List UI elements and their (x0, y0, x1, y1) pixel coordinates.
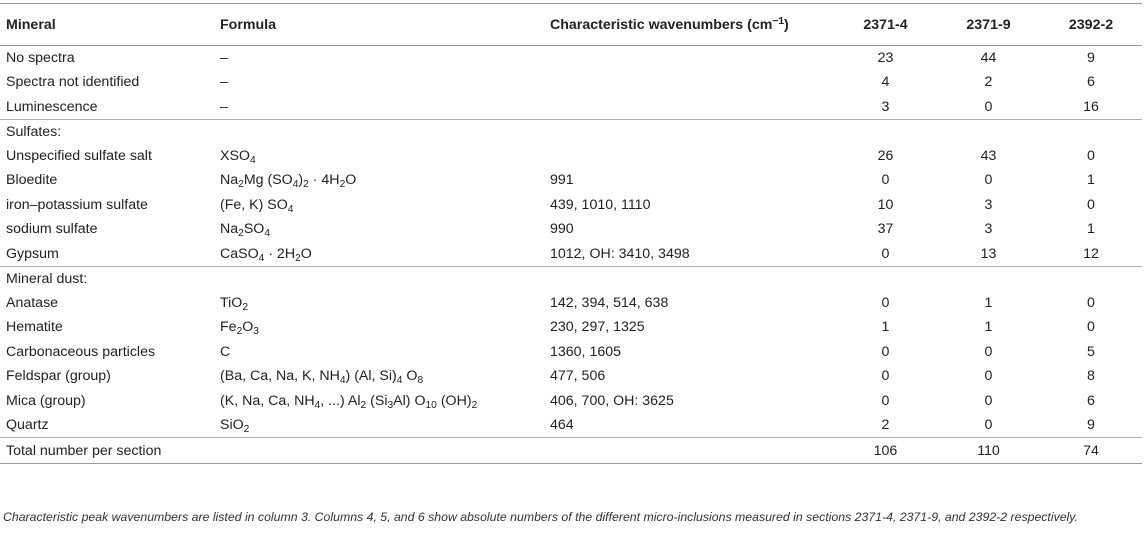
formula-subscript: 4 (249, 154, 256, 166)
table-row (0, 46, 1142, 71)
formula-text: SiO (220, 417, 244, 433)
count-2371-9: 0 (984, 172, 993, 189)
wavenumbers-cell (544, 70, 834, 95)
wavenumbers-cell: 477, 506 (550, 368, 606, 385)
mineral-cell: Anatase (6, 294, 59, 311)
mineral-cell: Quartz (6, 417, 49, 433)
mineral-cell: iron–potassium sulfate (6, 196, 148, 213)
table-row (0, 168, 1142, 193)
formula-text: XSO (220, 147, 250, 164)
formula-text: Na (220, 172, 239, 189)
formula-subscript: 4 (292, 179, 299, 191)
table-row (0, 217, 1142, 242)
header-formula: Formula (214, 4, 544, 46)
count-2392-2: 12 (1083, 245, 1099, 262)
formula-text: (OH) (436, 392, 472, 409)
formula-subscript: 10 (425, 399, 437, 411)
formula-text: Mg (SO (243, 172, 293, 189)
count-2371-4: 0 (881, 294, 890, 311)
table-row (0, 242, 1142, 267)
table-body (0, 46, 1142, 464)
formula-text: O (242, 319, 254, 336)
formula-subscript: 2 (238, 228, 244, 240)
count-2371-4: 0 (881, 343, 890, 360)
header-wavenumbers-close: ) (784, 16, 789, 33)
mineral-cell: Luminescence (6, 98, 98, 115)
wavenumbers-cell: 439, 1010, 1110 (550, 196, 651, 213)
count-2371-4: 10 (877, 196, 894, 213)
total-label: Total number per section (0, 438, 834, 464)
formula-text: – (220, 74, 228, 91)
count-2371-4: 23 (877, 50, 894, 66)
formula-cell (214, 193, 544, 218)
count-2371-9: 0 (984, 417, 993, 433)
formula-text: Na (220, 221, 239, 238)
table-row (0, 95, 1142, 120)
mineral-cell: Spectra not identified (6, 74, 140, 91)
header-row (0, 4, 1142, 46)
formula-text: Al) O (393, 392, 426, 409)
total-row (0, 438, 1142, 464)
formula-text: (Ba, Ca, Na, K, NH (220, 368, 340, 385)
table-row (0, 364, 1142, 389)
formula-text: ) (Al, Si) (345, 368, 397, 385)
formula-subscript: 2 (236, 326, 243, 338)
formula-subscript: 4 (314, 399, 321, 411)
formula-cell (214, 389, 544, 414)
formula-subscript: 2 (360, 399, 367, 411)
count-2392-2: 1 (1087, 221, 1095, 238)
formula-cell (214, 168, 544, 193)
formula-text: · 2H (264, 245, 296, 262)
formula-subscript: 3 (253, 326, 259, 338)
count-2371-4: 26 (877, 147, 894, 164)
header-wavenumbers-text: Characteristic wavenumbers (cm (550, 16, 773, 33)
mineral-cell: Unspecified sulfate salt (6, 147, 152, 164)
formula-text: CaSO (220, 245, 259, 262)
mineral-cell: sodium sulfate (6, 221, 98, 238)
wavenumbers-cell (544, 144, 834, 169)
formula-text: ) (298, 172, 304, 189)
count-2392-2: 0 (1087, 294, 1095, 311)
minerals-table (0, 3, 1142, 464)
formula-text: C (220, 343, 231, 360)
wavenumbers-cell (544, 46, 834, 71)
count-2392-2: 0 (1087, 196, 1095, 213)
header-wavenumbers (544, 4, 834, 46)
formula-cell (214, 46, 544, 71)
total-2371-4: 106 (834, 438, 937, 464)
count-2392-2: 9 (1087, 50, 1095, 66)
table-row (0, 70, 1142, 95)
count-2392-2: 6 (1087, 74, 1095, 91)
formula-cell (214, 413, 544, 438)
formula-cell (214, 95, 544, 120)
table-caption: Characteristic peak wavenumbers are listed in column 3. Columns 4, 5, and 6 show absolute numbers of the different micro-inclusions measured in sections 2371-4, 2371-9, and 2392-2 respectively. (3, 510, 1078, 524)
formula-text: TiO (220, 294, 243, 311)
table-row (0, 291, 1142, 316)
formula-cell (214, 340, 544, 365)
formula-text: O (402, 368, 418, 385)
count-2392-2: 8 (1087, 368, 1095, 385)
count-2392-2: 0 (1087, 147, 1095, 164)
formula-cell (214, 217, 544, 242)
count-2371-9: 0 (984, 98, 993, 115)
count-2371-4: 1 (881, 319, 890, 336)
formula-subscript: 2 (295, 252, 301, 264)
section-row (0, 266, 1142, 291)
formula-text: · 4H (308, 172, 340, 189)
mineral-cell: Feldspar (group) (6, 368, 111, 385)
table-row (0, 389, 1142, 414)
section-row (0, 119, 1142, 144)
section-label: Sulfates: (0, 119, 1142, 144)
formula-cell (214, 242, 544, 267)
formula-subscript: 2 (243, 424, 250, 436)
formula-cell (214, 144, 544, 169)
mineral-cell: Bloedite (6, 172, 58, 189)
mineral-cell: Carbonaceous particles (6, 343, 156, 360)
wavenumbers-cell: 990 (550, 221, 574, 238)
formula-subscript: 2 (339, 179, 346, 191)
count-2392-2: 0 (1087, 319, 1095, 336)
count-2371-9: 0 (984, 343, 993, 360)
wavenumbers-cell (544, 95, 834, 120)
count-2392-2: 6 (1087, 392, 1095, 409)
formula-subscript: 4 (258, 252, 265, 264)
formula-text: , ...) Al (320, 392, 361, 409)
wavenumbers-cell: 1360, 1605 (550, 343, 622, 360)
formula-text: – (220, 50, 228, 66)
formula-subscript: 2 (238, 179, 244, 191)
count-2392-2: 1 (1087, 172, 1095, 189)
formula-text: O (345, 172, 357, 189)
count-2371-4: 0 (881, 368, 890, 385)
formula-cell (214, 70, 544, 95)
formula-text: – (220, 98, 228, 115)
formula-text: SO (243, 221, 265, 238)
count-2371-9: 13 (980, 245, 997, 262)
count-2371-9: 1 (984, 294, 993, 311)
table-row (0, 315, 1142, 340)
count-2371-9: 3 (984, 196, 993, 213)
formula-subscript: 2 (242, 301, 249, 313)
formula-cell (214, 291, 544, 316)
count-2371-9: 1 (984, 319, 993, 336)
wavenumbers-cell: 142, 394, 514, 638 (550, 294, 669, 311)
mineral-cell: Mica (group) (6, 392, 86, 409)
header-2371-9: 2371-9 (937, 4, 1040, 46)
header-2371-4: 2371-4 (834, 4, 937, 46)
formula-subscript: 4 (287, 203, 294, 215)
wavenumbers-cell: 464 (550, 417, 574, 433)
mineral-cell: No spectra (6, 50, 75, 66)
header-wavenumbers-exponent: −1 (772, 15, 785, 27)
formula-cell (214, 315, 544, 340)
count-2371-4: 2 (881, 417, 890, 433)
count-2371-4: 0 (881, 392, 890, 409)
count-2371-4: 37 (877, 221, 894, 238)
table-row (0, 193, 1142, 218)
count-2371-4: 0 (881, 245, 890, 262)
formula-subscript: 8 (417, 375, 424, 387)
count-2392-2: 5 (1087, 343, 1095, 360)
table-row (0, 413, 1142, 438)
wavenumbers-cell: 991 (550, 172, 574, 189)
count-2371-9: 43 (980, 147, 997, 164)
formula-text: O (300, 245, 312, 262)
count-2371-9: 3 (984, 221, 993, 238)
count-2371-4: 0 (881, 172, 890, 189)
header-mineral: Mineral (0, 4, 214, 46)
total-2392-2: 74 (1040, 438, 1142, 464)
count-2371-9: 44 (980, 50, 997, 66)
formula-subscript: 4 (396, 375, 403, 387)
formula-cell (214, 364, 544, 389)
formula-text: (K, Na, Ca, NH (220, 392, 315, 409)
count-2371-4: 4 (881, 74, 890, 91)
count-2371-4: 3 (881, 98, 890, 115)
formula-text: (Fe, K) SO (220, 196, 288, 213)
formula-subscript: 4 (339, 375, 346, 387)
count-2392-2: 9 (1087, 417, 1095, 433)
count-2371-9: 0 (984, 392, 993, 409)
count-2392-2: 16 (1083, 98, 1099, 115)
count-2371-9: 0 (984, 368, 993, 385)
mineral-cell: Hematite (6, 319, 63, 336)
section-label: Mineral dust: (0, 266, 1142, 291)
table-row (0, 144, 1142, 169)
table-row (0, 340, 1142, 365)
wavenumbers-cell: 1012, OH: 3410, 3498 (550, 245, 690, 262)
formula-subscript: 2 (303, 179, 309, 191)
total-2371-9: 110 (937, 438, 1040, 464)
count-2371-9: 2 (984, 74, 993, 91)
wavenumbers-cell: 406, 700, OH: 3625 (550, 392, 674, 409)
wavenumbers-cell: 230, 297, 1325 (550, 319, 645, 336)
header-2392-2: 2392-2 (1040, 4, 1142, 46)
formula-subscript: 4 (264, 228, 271, 240)
formula-text: (Si (366, 392, 388, 409)
formula-text: Fe (220, 319, 237, 336)
mineral-cell: Gypsum (6, 245, 59, 262)
formula-subscript: 2 (471, 399, 478, 411)
formula-subscript: 3 (387, 399, 394, 411)
